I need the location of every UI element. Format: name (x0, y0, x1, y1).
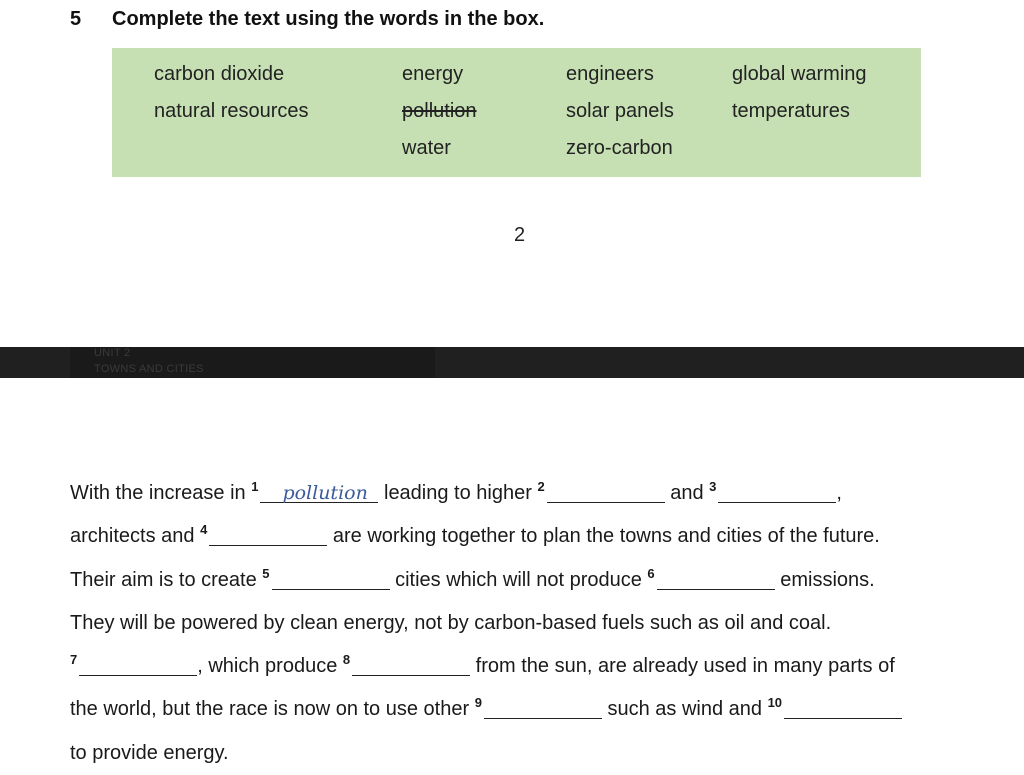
gap-9[interactable] (484, 692, 602, 719)
passage-text: , which produce (197, 655, 343, 678)
gap-3[interactable] (718, 476, 836, 503)
passage-text: to provide energy. (70, 741, 229, 764)
passage-text: , (836, 482, 842, 504)
passage-text: With the increase in (70, 482, 252, 504)
gap-number: 8 (342, 652, 351, 668)
gap-10[interactable] (784, 692, 902, 719)
gap-fill-passage (70, 472, 1010, 775)
passage-line-7 (70, 732, 1010, 775)
gap-5[interactable] (272, 563, 390, 590)
passage-line-3 (70, 559, 1010, 602)
word-box (112, 48, 921, 177)
passage-text: architects and (70, 525, 201, 548)
footer-unit-title: TOWNS AND CITIES (94, 363, 204, 375)
exercise-instruction: Complete the text using the words in the box. (112, 8, 545, 30)
gap-8[interactable] (352, 649, 470, 676)
gap-4[interactable] (209, 519, 327, 546)
gap-number: 9 (474, 695, 482, 711)
passage-text: are working together to plan the towns and cities of the future. (327, 525, 880, 548)
passage-text: They will be powered by clean energy, not by carbon-based fuels such as oil and coal. (70, 611, 832, 634)
passage-line-6 (70, 688, 1010, 731)
gap-number: 7 (70, 652, 78, 668)
gap-number: 10 (767, 695, 783, 711)
gap-7[interactable] (79, 649, 197, 676)
passage-text: emissions. (774, 568, 875, 591)
word-natural-resources: natural resources (154, 100, 309, 122)
word-global-warming: global warming (732, 63, 867, 85)
passage-text: cities which will not produce (389, 568, 648, 591)
word-water: water (402, 137, 451, 159)
word-engineers: engineers (566, 63, 654, 85)
passage-line-5 (70, 645, 1010, 688)
word-energy: energy (402, 63, 464, 85)
passage-text: such as wind and (601, 698, 768, 721)
gap-number: 1 (251, 479, 259, 494)
passage-text: Their aim is to create (70, 568, 263, 591)
word-carbon-dioxide: carbon dioxide (154, 63, 285, 85)
passage-line-2 (70, 515, 1010, 558)
passage-text: and (664, 482, 710, 504)
handwritten-answer: pollution (282, 482, 368, 504)
passage-line-4 (70, 602, 1010, 645)
gap-1[interactable] (260, 476, 378, 503)
gap-2[interactable] (547, 476, 665, 503)
word-solar-panels: solar panels (566, 100, 674, 122)
word-pollution-crossed-out: pollution (402, 100, 477, 122)
gap-number: 2 (537, 479, 545, 494)
exercise-number: 5 (70, 8, 82, 30)
exercise-heading (70, 8, 544, 31)
word-zero-carbon: zero-carbon (566, 137, 673, 159)
passage-text: the world, but the race is now on to use other (70, 698, 475, 721)
page-number: 2 (514, 224, 526, 246)
page-footer-band (0, 347, 1024, 378)
gap-number: 4 (200, 522, 208, 538)
footer-unit-label: UNIT 2 (94, 347, 131, 359)
gap-6[interactable] (657, 563, 775, 590)
passage-line-1 (70, 472, 1010, 515)
passage-text: from the sun, are already used in many parts of (470, 655, 895, 678)
gap-number: 6 (647, 565, 655, 581)
gap-number: 5 (262, 565, 270, 581)
word-temperatures: temperatures (732, 100, 850, 122)
gap-number: 3 (709, 479, 717, 494)
passage-text: leading to higher (378, 482, 538, 504)
